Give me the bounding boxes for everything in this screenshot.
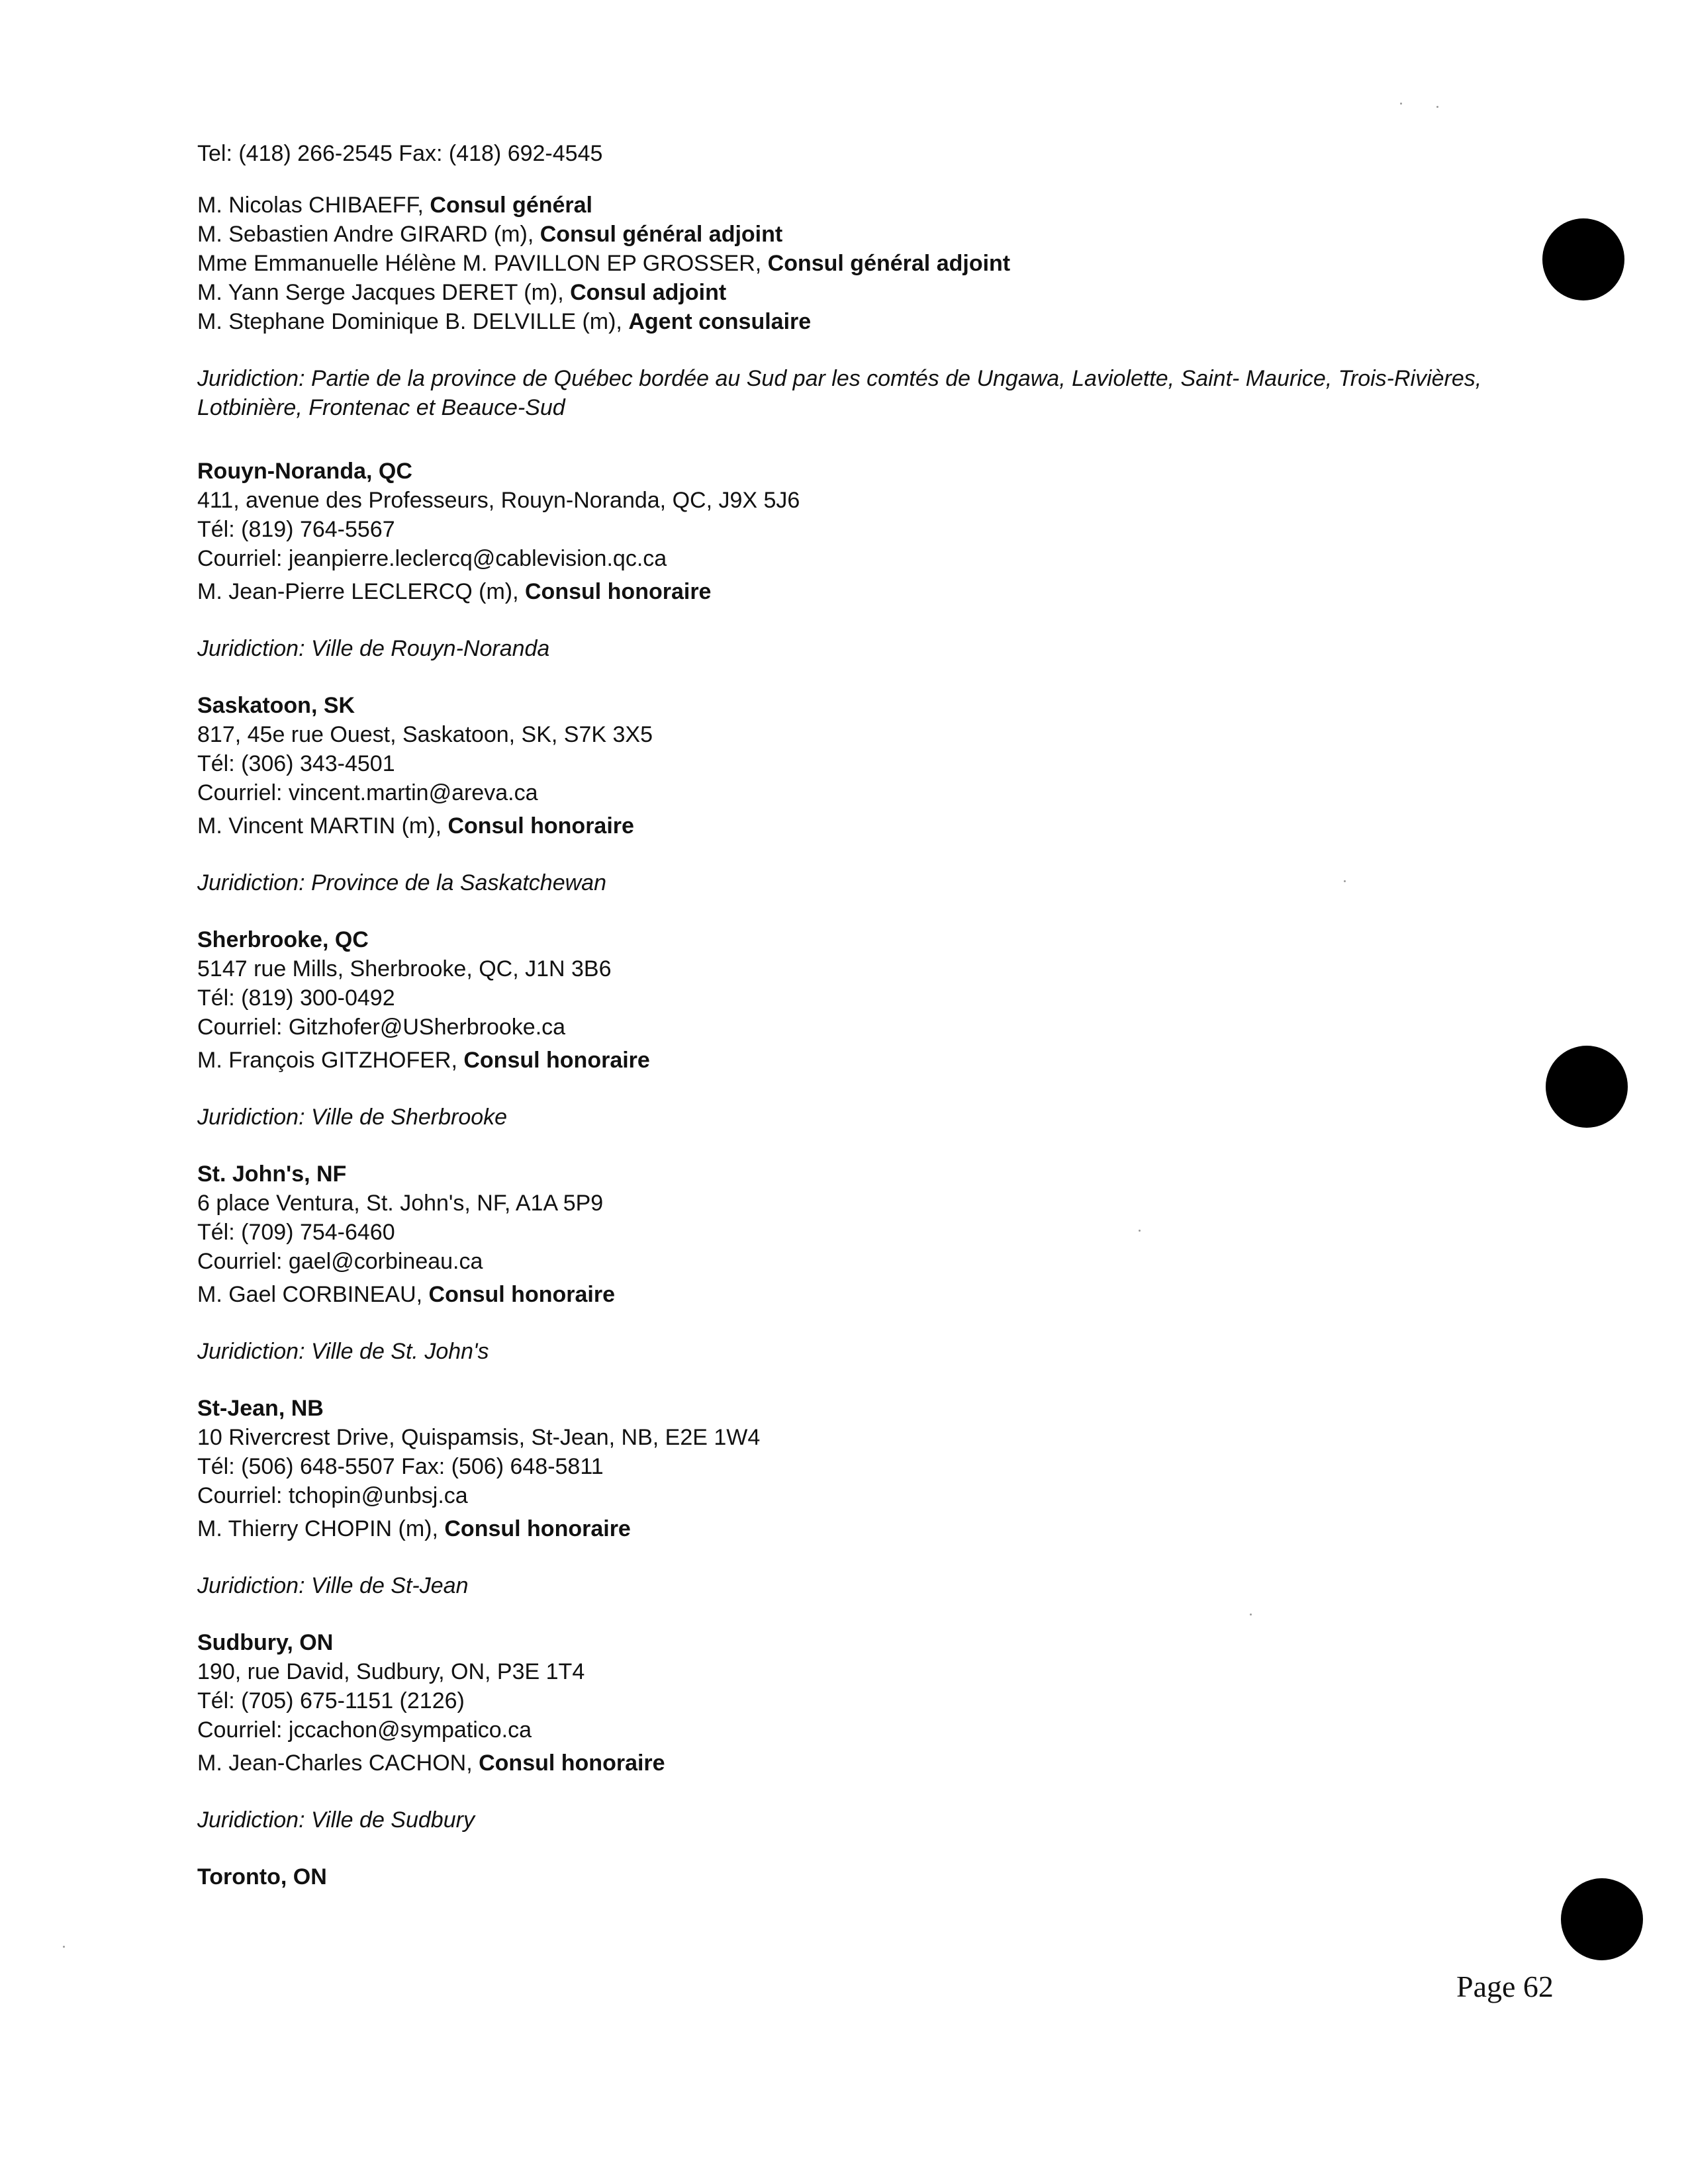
phone-line: Tél: (819) 300-0492 (197, 985, 395, 1011)
jurisdiction-note: Juridiction: Ville de St. John's (197, 1339, 489, 1364)
phone-line: Tél: (819) 764-5567 (197, 517, 395, 542)
consul-row (197, 1514, 1521, 1543)
phone-line: Tél: (709) 754-6460 (197, 1220, 395, 1245)
consul-name: M. Gael CORBINEAU, (197, 1282, 429, 1307)
spacer (197, 841, 1521, 868)
staff-title: Consul général adjoint (539, 222, 783, 247)
jurisdiction-note: Juridiction: Province de la Saskatchewan (197, 870, 606, 895)
spacer (197, 1366, 1521, 1394)
jurisdiction-note: Juridiction: Ville de Sherbrooke (197, 1105, 508, 1130)
spacer (197, 1075, 1521, 1103)
consul-row (197, 1280, 1521, 1309)
consul-name: M. Jean-Pierre LECLERCQ (m), (197, 579, 525, 604)
spacer (197, 1600, 1521, 1628)
spacer (197, 1132, 1521, 1160)
consul-title: Consul honoraire (463, 1048, 650, 1073)
consul-row (197, 811, 1521, 841)
phone-line: Tél: (705) 675-1151 (2126) (197, 1688, 465, 1713)
scan-speck (1344, 880, 1346, 882)
staff-row (197, 278, 1521, 307)
consulate-entry (197, 1394, 1521, 1628)
consul-title: Consul honoraire (479, 1751, 665, 1776)
spacer (197, 606, 1521, 634)
spacer (197, 1543, 1521, 1571)
spacer (197, 663, 1521, 691)
consul-title: Consul honoraire (447, 813, 634, 839)
tel-fax-line: Tel: (418) 266-2545 Fax: (418) 692-4545 (197, 141, 603, 166)
city-heading: Sudbury, ON (197, 1630, 334, 1655)
jurisdiction-note: Juridiction: Ville de Sudbury (197, 1807, 475, 1833)
city-heading: St-Jean, NB (197, 1396, 324, 1421)
scan-speck (1400, 103, 1402, 105)
email-line: Courriel: tchopin@unbsj.ca (197, 1483, 468, 1508)
email-line: Courriel: vincent.martin@areva.ca (197, 780, 538, 805)
consul-name: M. Thierry CHOPIN (m), (197, 1516, 445, 1541)
phone-line: Tél: (506) 648-5507 Fax: (506) 648-5811 (197, 1454, 604, 1479)
email-line: Courriel: gael@corbineau.ca (197, 1249, 483, 1274)
consul-row (197, 577, 1521, 606)
city-heading: Sherbrooke, QC (197, 927, 369, 952)
city-heading: St. John's, NF (197, 1161, 347, 1187)
city-heading: Toronto, ON (197, 1864, 327, 1889)
staff-title: Consul général (430, 193, 592, 218)
punch-hole-bottom (1561, 1878, 1643, 1960)
scan-speck (1139, 1230, 1141, 1232)
consul-title: Consul honoraire (444, 1516, 631, 1541)
consul-name: M. Jean-Charles CACHON, (197, 1751, 479, 1776)
staff-name: Mme Emmanuelle Hélène M. PAVILLON EP GROSSER, (197, 251, 768, 276)
consul-row (197, 1046, 1521, 1075)
staff-name: M. Nicolas CHIBAEFF, (197, 193, 430, 218)
staff-title: Consul général adjoint (767, 251, 1011, 276)
city-heading: Saskatoon, SK (197, 693, 355, 718)
consul-title: Consul honoraire (428, 1282, 615, 1307)
address-line: 190, rue David, Sudbury, ON, P3E 1T4 (197, 1659, 585, 1684)
punch-hole-top (1542, 218, 1624, 300)
spacer (197, 422, 1521, 457)
staff-title: Consul adjoint (570, 280, 727, 305)
scan-speck (63, 1946, 65, 1948)
scan-speck (1436, 106, 1438, 108)
staff-row (197, 191, 1521, 220)
spacer (197, 1309, 1521, 1337)
email-line: Courriel: jccachon@sympatico.ca (197, 1717, 532, 1743)
staff-name: M. Yann Serge Jacques DERET (m), (197, 280, 571, 305)
staff-list (197, 191, 1521, 336)
spacer (197, 168, 1521, 191)
address-line: 411, avenue des Professeurs, Rouyn-Noranda, QC, J9X 5J6 (197, 488, 800, 513)
email-line: Courriel: Gitzhofer@USherbrooke.ca (197, 1015, 566, 1040)
staff-row (197, 220, 1521, 249)
page-number: Page 62 (1456, 1970, 1554, 2003)
consulate-entry (197, 1628, 1521, 1862)
scan-speck (1250, 1614, 1252, 1615)
spacer (197, 897, 1521, 925)
email-line: Courriel: jeanpierre.leclercq@cablevision.qc.ca (197, 546, 667, 571)
address-line: 817, 45e rue Ouest, Saskatoon, SK, S7K 3X5 (197, 722, 653, 747)
jurisdiction-note: Juridiction: Partie de la province de Québec bordée au Sud par les comtés de Ungawa, Laviolette, Saint- Maurice, Trois-Rivières, Lotbinière, Frontenac et Beauce-Sud (197, 366, 1482, 420)
staff-row (197, 249, 1521, 278)
phone-line: Tél: (306) 343-4501 (197, 751, 395, 776)
consulate-entry (197, 925, 1521, 1160)
jurisdiction-note: Juridiction: Ville de St-Jean (197, 1573, 469, 1598)
consul-name: M. François GITZHOFER, (197, 1048, 464, 1073)
consul-title: Consul honoraire (525, 579, 712, 604)
staff-name: M. Stephane Dominique B. DELVILLE (m), (197, 309, 629, 334)
punch-hole-middle (1546, 1046, 1628, 1128)
consulate-entry (197, 1160, 1521, 1394)
consulate-entry (197, 457, 1521, 691)
address-line: 5147 rue Mills, Sherbrooke, QC, J1N 3B6 (197, 956, 612, 981)
spacer (197, 1778, 1521, 1805)
staff-row (197, 307, 1521, 336)
staff-name: M. Sebastien Andre GIRARD (m), (197, 222, 540, 247)
city-heading: Rouyn-Noranda, QC (197, 459, 412, 484)
consulate-entry (197, 691, 1521, 925)
address-line: 10 Rivercrest Drive, Quispamsis, St-Jean, NB, E2E 1W4 (197, 1425, 761, 1450)
spacer (197, 336, 1521, 364)
jurisdiction-note: Juridiction: Ville de Rouyn-Noranda (197, 636, 550, 661)
spacer (197, 1835, 1521, 1862)
consul-row (197, 1749, 1521, 1778)
document-body (197, 139, 1521, 1891)
address-line: 6 place Ventura, St. John's, NF, A1A 5P9 (197, 1191, 604, 1216)
staff-title: Agent consulaire (628, 309, 812, 334)
consul-name: M. Vincent MARTIN (m), (197, 813, 448, 839)
